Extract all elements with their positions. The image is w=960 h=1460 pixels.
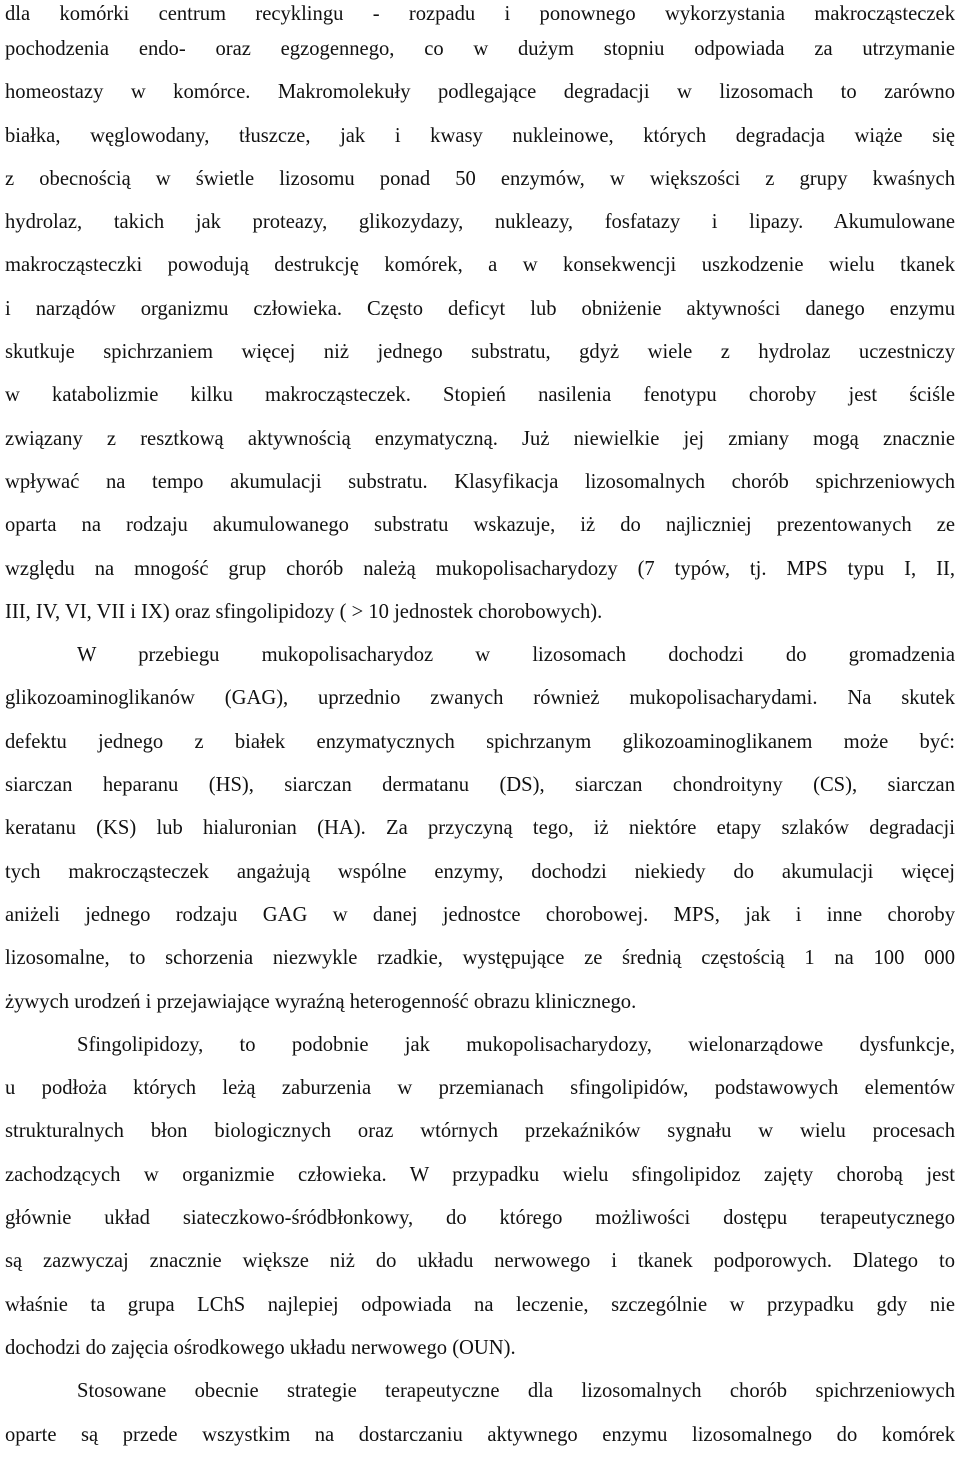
- text-line: keratanu (KS) lub hialuronian (HA). Za przyczyną tego, iż niektóre etapy szlaków degradacji: [5, 817, 955, 840]
- text-line: lizosomalne, to schorzenia niezwykle rzadkie, występujące ze średnią częstością 1 na 100 000: [5, 947, 955, 970]
- text-line: białka, węglowodany, tłuszcze, jak i kwasy nukleinowe, których degradacja wiąże się: [5, 124, 955, 147]
- text-line: względu na mnogość grup chorób należą mukopolisacharydozy (7 typów, tj. MPS typu I, II,: [5, 557, 955, 580]
- text-line: skutkuje spichrzaniem więcej niż jednego substratu, gdyż wiele z hydrolaz uczestniczy: [5, 341, 955, 364]
- text-line: oparta na rodzaju akumulowanego substratu wskazuje, iż do najliczniej prezentowanych ze: [5, 514, 955, 537]
- paragraph-2: [5, 634, 955, 1024]
- text-line: oparte są przede wszystkim na dostarczaniu aktywnego enzymu lizosomalnego do komórek: [5, 1423, 955, 1446]
- text-line: u podłoża których leżą zaburzenia w przemianach sfingolipidów, podstawowych elementów: [5, 1077, 955, 1100]
- text-line: żywych urodzeń i przejawiające wyraźną heterogenność obrazu klinicznego.: [5, 990, 637, 1013]
- text-line: z obecnością w świetle lizosomu ponad 50 enzymów, w większości z grupy kwaśnych: [5, 167, 955, 190]
- text-line: zachodzących w organizmie człowieka. W przypadku wielu sfingolipidoz zajęty chorobą jest: [5, 1163, 955, 1186]
- text-line: makrocząsteczki powodują destrukcję komórek, a w konsekwencji uszkodzenie wielu tkanek: [5, 254, 955, 277]
- text-line: dochodzi do zajęcia ośrodkowego układu nerwowego (OUN).: [5, 1336, 516, 1359]
- text-line: wpływać na tempo akumulacji substratu. Klasyfikacja lizosomalnych chorób spichrzeniowych: [5, 470, 955, 493]
- text-line: i narządów organizmu człowieka. Często deficyt lub obniżenie aktywności danego enzymu: [5, 297, 955, 320]
- text-line: właśnie ta grupa LChS najlepiej odpowiada na leczenie, szczególnie w przypadku gdy nie: [5, 1293, 955, 1316]
- text-line: W przebiegu mukopolisacharydoz w lizosomach dochodzi do gromadzenia: [77, 644, 955, 667]
- paragraph-1: [5, 0, 955, 634]
- paragraph-3: [5, 1024, 955, 1370]
- text-line: siarczan heparanu (HS), siarczan dermatanu (DS), siarczan chondroityny (CS), siarczan: [5, 774, 955, 797]
- text-line: homeostazy w komórce. Makromolekuły podlegające degradacji w lizosomach to zarówno: [5, 81, 955, 104]
- text-line: związany z resztkową aktywnością enzymatyczną. Już niewielkie jej zmiany mogą znacznie: [5, 427, 955, 450]
- text-line: strukturalnych błon biologicznych oraz wtórnych przekaźników sygnału w wielu procesach: [5, 1120, 955, 1143]
- text-line: III, IV, VI, VII i IX) oraz sfingolipidozy ( > 10 jednostek chorobowych).: [5, 600, 603, 623]
- paragraph-4: [5, 1370, 955, 1457]
- text-line: dla komórki centrum recyklingu - rozpadu i ponownego wykorzystania makrocząsteczek: [5, 3, 955, 25]
- text-line: tych makrocząsteczek angażują wspólne enzymy, dochodzi niekiedy do akumulacji więcej: [5, 860, 955, 883]
- text-line: Sfingolipidozy, to podobnie jak mukopolisacharydozy, wielonarządowe dysfunkcje,: [77, 1033, 955, 1056]
- text-line: Stosowane obecnie strategie terapeutyczne dla lizosomalnych chorób spichrzeniowych: [77, 1380, 955, 1403]
- text-line: w katabolizmie kilku makrocząsteczek. Stopień nasilenia fenotypu choroby jest ściśle: [5, 384, 955, 407]
- document-page: [5, 0, 955, 1457]
- text-line: głównie układ siateczkowo-śródbłonkowy, do którego możliwości dostępu terapeutycznego: [5, 1207, 955, 1230]
- text-line: pochodzenia endo- oraz egzogennego, co w dużym stopniu odpowiada za utrzymanie: [5, 38, 955, 60]
- text-line: glikozoaminoglikanów (GAG), uprzednio zwanych również mukopolisacharydami. Na skutek: [5, 687, 955, 710]
- text-line: są zazwyczaj znacznie większe niż do układu nerwowego i tkanek podporowych. Dlatego to: [5, 1250, 955, 1273]
- text-line: aniżeli jednego rodzaju GAG w danej jednostce chorobowej. MPS, jak i inne choroby: [5, 903, 955, 926]
- text-line: defektu jednego z białek enzymatycznych spichrzanym glikozoaminoglikanem może być:: [5, 730, 955, 753]
- text-line: hydrolaz, takich jak proteazy, glikozydazy, nukleazy, fosfatazy i lipazy. Akumulowane: [5, 211, 955, 234]
